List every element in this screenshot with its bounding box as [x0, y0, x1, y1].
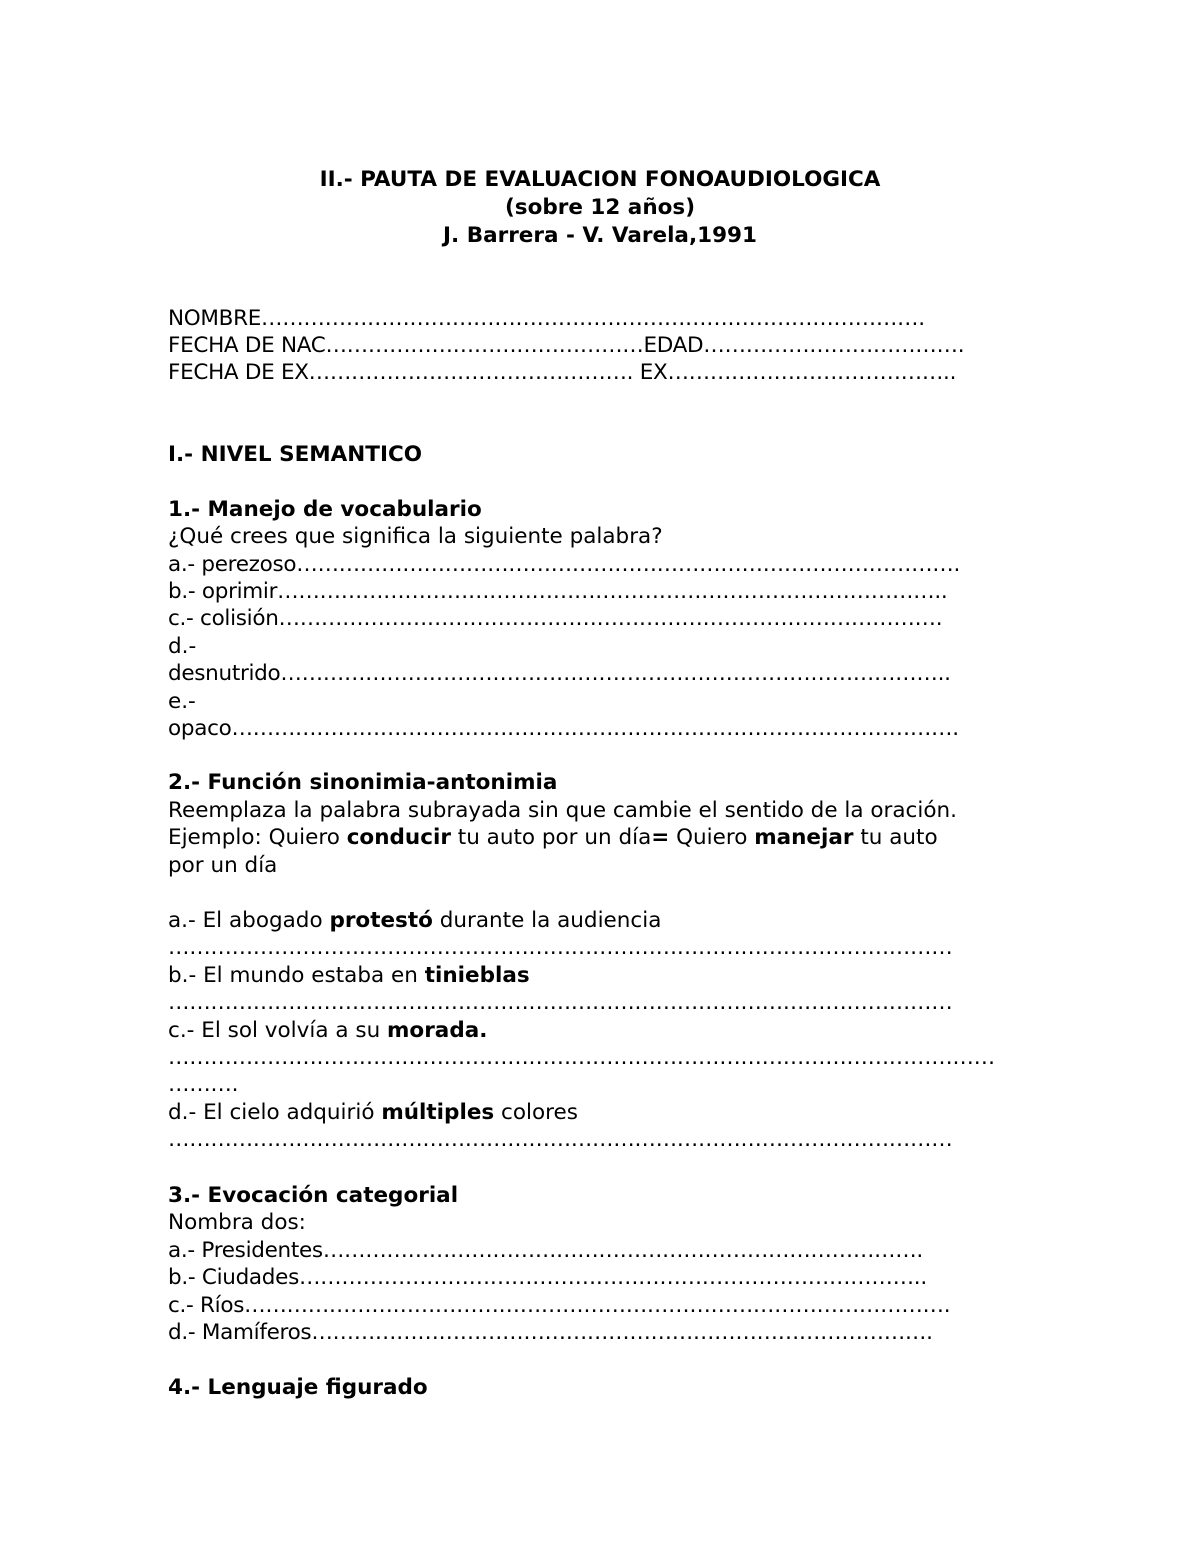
question-2-instruction: Reemplaza la palabra subrayada sin que cambie el sentido de la oración. — [168, 798, 957, 823]
question-3-item: a.- Presidentes…………………………………………………………………………. — [168, 1238, 923, 1263]
item-target-word: protestó — [329, 908, 433, 933]
answer-line: ………………………………………………………………………………………………… — [168, 1127, 953, 1152]
field-nombre: NOMBRE…………………………………………………………………………………. — [168, 306, 925, 331]
item-text: durante la audiencia — [432, 908, 662, 933]
item-target-word: tinieblas — [424, 963, 530, 988]
question-1-item: a.- perezoso…………………………………………………………………………………. — [168, 552, 961, 577]
field-fecha-ex: FECHA DE EX………………………………………. EX………………………………….. — [168, 360, 957, 385]
question-3-item: b.- Ciudades…………………………………………………………………………….. — [168, 1265, 927, 1290]
question-3-item: d.- Mamíferos……………………………………………………………………………. — [168, 1320, 933, 1345]
question-1-item: c.- colisión…………………………………………………………………………………. — [168, 606, 943, 631]
document-authors: J. Barrera - V. Varela,1991 — [443, 223, 757, 248]
question-3-prompt: Nombra dos: — [168, 1210, 306, 1235]
section-title: I.- NIVEL SEMANTICO — [168, 442, 423, 467]
question-2-item — [168, 1017, 487, 1044]
example-bold-word: manejar — [754, 825, 854, 850]
question-1-item: opaco…………………………………………………………………………………………. — [168, 716, 959, 741]
answer-line: ………. — [168, 1072, 239, 1097]
field-fecha-nac: FECHA DE NAC………………………………………EDAD………………………………. — [168, 333, 965, 358]
example-text: Quiero — [669, 825, 755, 850]
item-text: d.- El cielo adquirió — [168, 1100, 382, 1125]
question-3-title: 3.- Evocación categorial — [168, 1183, 459, 1208]
answer-line: ……………………………………………………………………………………………………… — [168, 1045, 995, 1070]
question-2-example-cont: por un día — [168, 853, 278, 878]
example-text: Ejemplo: Quiero — [168, 825, 347, 850]
item-text: colores — [494, 1100, 578, 1125]
item-text: c.- El sol volvía a su — [168, 1018, 388, 1043]
question-2-item — [168, 962, 530, 989]
example-bold-word: conducir — [346, 825, 451, 850]
question-2-item — [168, 1099, 578, 1126]
question-2-example — [168, 824, 938, 851]
question-1-item: e.- — [168, 689, 196, 714]
question-1-item: b.- oprimir………………………………………………………………………………….. — [168, 579, 948, 604]
example-text: tu auto — [853, 825, 938, 850]
item-target-word: múltiples — [381, 1100, 495, 1125]
question-2-title: 2.- Función sinonimia-antonimia — [168, 770, 558, 795]
question-1-title: 1.- Manejo de vocabulario — [168, 497, 482, 522]
question-2-item — [168, 907, 661, 934]
question-4-title: 4.- Lenguaje figurado — [168, 1375, 428, 1400]
answer-line: ………………………………………………………………………………………………… — [168, 990, 953, 1015]
item-text: a.- El abogado — [168, 908, 330, 933]
question-3-item: c.- Ríos………………………………………………………………………………………. — [168, 1293, 951, 1318]
example-text: tu auto por un día — [450, 825, 652, 850]
question-1-item: d.- — [168, 634, 197, 659]
example-equals: = — [651, 825, 670, 850]
document-title: II.- PAUTA DE EVALUACION FONOAUDIOLOGICA — [319, 167, 881, 192]
item-target-word: morada. — [387, 1018, 488, 1043]
document-subtitle: (sobre 12 años) — [504, 195, 696, 220]
question-1-item: desnutrido………………………………………………………………………………….. — [168, 661, 951, 686]
answer-line: ………………………………………………………………………………………………… — [168, 935, 953, 960]
question-1-prompt: ¿Qué crees que significa la siguiente palabra? — [168, 524, 663, 549]
item-text: b.- El mundo estaba en — [168, 963, 425, 988]
